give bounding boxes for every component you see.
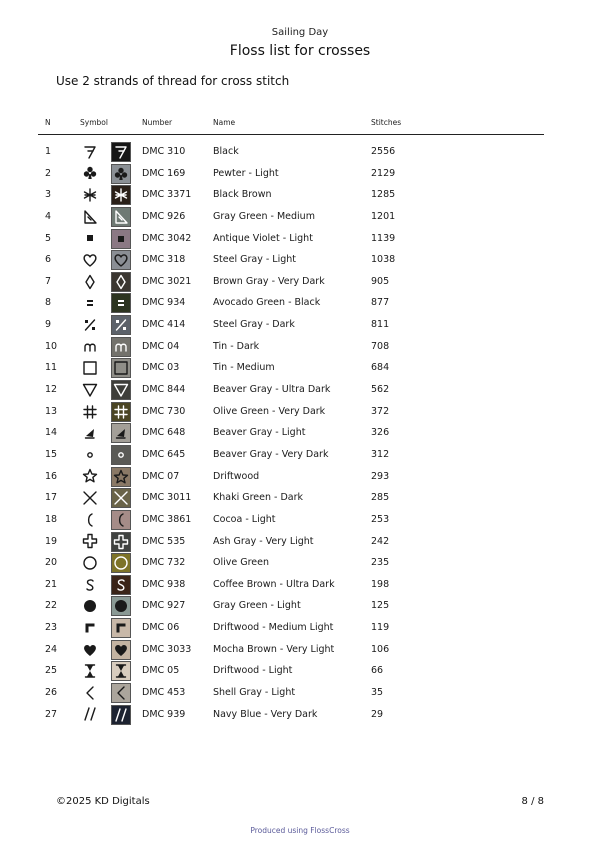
floss-number: DMC 06 [142, 622, 180, 634]
pattern-subtitle: Sailing Day [271, 27, 329, 38]
color-swatch [111, 618, 131, 638]
table-row [0, 336, 600, 358]
color-swatch [111, 445, 131, 465]
table-row [0, 379, 600, 401]
circle-outline-icon [112, 554, 130, 572]
percent-icon [112, 316, 130, 334]
table-row [0, 617, 600, 639]
plus-outline-icon [80, 531, 100, 553]
floss-name: Beaver Gray - Light [213, 427, 306, 439]
row-index: 4 [45, 210, 52, 222]
color-swatch [111, 532, 131, 552]
floss-name: Brown Gray - Very Dark [213, 275, 325, 287]
table-row [0, 422, 600, 444]
floss-name: Driftwood - Medium Light [213, 622, 334, 634]
floss-number: DMC 3021 [142, 275, 192, 287]
produced-by: Produced using FlossCross [250, 826, 350, 835]
plus-outline-icon [112, 533, 130, 551]
color-swatch [111, 315, 131, 335]
floss-name: Mocha Brown - Very Light [213, 643, 335, 655]
floss-number: DMC 3371 [142, 189, 192, 201]
stitch-count: 66 [371, 665, 384, 677]
x-cross-icon [112, 489, 130, 507]
table-row [0, 531, 600, 553]
crescent-icon [80, 509, 100, 531]
floss-name: Pewter - Light [213, 167, 279, 179]
floss-name: Olive Green - Very Dark [213, 405, 326, 417]
diamond-outline-icon [112, 273, 130, 291]
chevron-left-icon [112, 684, 130, 702]
table-row [0, 206, 600, 228]
floss-number: DMC 07 [142, 470, 180, 482]
ring-small-icon [80, 444, 100, 466]
table-row [0, 660, 600, 682]
stitch-count: 372 [371, 405, 390, 417]
floss-name: Steel Gray - Light [213, 254, 296, 266]
floss-name: Black [213, 146, 239, 157]
color-swatch [111, 337, 131, 357]
ring-small-icon [112, 446, 130, 464]
table-row [0, 357, 600, 379]
floss-number: DMC 453 [142, 687, 186, 699]
row-index: 23 [45, 622, 58, 634]
floss-name: Avocado Green - Black [213, 297, 321, 309]
stitch-count: 1201 [371, 210, 396, 222]
color-swatch [111, 142, 131, 162]
header-rule [38, 134, 544, 135]
floss-name: Driftwood - Light [213, 665, 293, 677]
x-cross-icon [80, 487, 100, 509]
row-index: 19 [45, 535, 58, 547]
stitch-count: 905 [371, 275, 390, 287]
color-swatch [111, 575, 131, 595]
row-index: 17 [45, 492, 58, 504]
row-index: 16 [45, 470, 58, 482]
row-index: 11 [45, 362, 58, 374]
percent-icon [80, 314, 100, 336]
table-row [0, 271, 600, 293]
column-header-symbol: Symbol [80, 118, 108, 127]
stitch-count: 242 [371, 535, 390, 547]
floss-name: Driftwood [213, 470, 260, 482]
stitch-count: 2129 [371, 167, 396, 179]
row-index: 12 [45, 384, 58, 396]
double-slash-icon [80, 704, 100, 726]
row-index: 27 [45, 708, 58, 720]
circle-filled-icon [112, 597, 130, 615]
square-small-icon [80, 228, 100, 250]
table-row [0, 228, 600, 250]
color-swatch [111, 250, 131, 270]
floss-name: Gray Green - Light [213, 600, 301, 612]
floss-table [0, 141, 600, 725]
heart-outline-icon [112, 251, 130, 269]
s-letter-icon [80, 574, 100, 596]
color-swatch [111, 164, 131, 184]
corner-icon [80, 617, 100, 639]
club-icon [112, 165, 130, 183]
floss-name: Khaki Green - Dark [213, 492, 304, 504]
hash-icon [80, 401, 100, 423]
floss-number: DMC 645 [142, 448, 186, 460]
square-small-icon [112, 230, 130, 248]
stitch-count: 1285 [371, 189, 396, 201]
floss-number: DMC 732 [142, 557, 186, 569]
floss-number: DMC 318 [142, 254, 186, 266]
table-row [0, 292, 600, 314]
s-letter-icon [112, 576, 130, 594]
floss-number: DMC 3042 [142, 232, 192, 244]
color-swatch [111, 272, 131, 292]
row-index: 9 [45, 319, 52, 331]
color-swatch [111, 467, 131, 487]
color-swatch [111, 683, 131, 703]
color-swatch [111, 640, 131, 660]
table-row [0, 704, 600, 726]
floss-number: DMC 844 [142, 384, 186, 396]
stitch-count: 198 [371, 578, 390, 590]
column-header-name: Name [213, 118, 236, 127]
table-row [0, 487, 600, 509]
heart-filled-icon [112, 641, 130, 659]
triangle-corner-icon [112, 208, 130, 226]
triangle-down-icon [112, 381, 130, 399]
stitch-count: 1139 [371, 232, 396, 244]
table-row [0, 574, 600, 596]
table-row [0, 444, 600, 466]
floss-number: DMC 3011 [142, 492, 192, 504]
hash-icon [112, 403, 130, 421]
stitch-count: 285 [371, 492, 390, 504]
stitch-count: 253 [371, 513, 390, 525]
floss-name: Beaver Gray - Very Dark [213, 448, 329, 460]
floss-number: DMC 3033 [142, 643, 192, 655]
color-swatch [111, 705, 131, 725]
triangle-corner-icon [80, 206, 100, 228]
floss-name: Tin - Medium [213, 362, 275, 374]
chevron-left-icon [80, 682, 100, 704]
floss-number: DMC 3861 [142, 513, 192, 525]
row-index: 10 [45, 340, 58, 352]
equals-icon [112, 294, 130, 312]
column-header-stitches: Stitches [371, 118, 402, 127]
stitch-count: 1038 [371, 254, 396, 266]
floss-number: DMC 05 [142, 665, 180, 677]
column-header-number: Number [142, 118, 173, 127]
row-index: 24 [45, 643, 58, 655]
double-slash-icon [112, 706, 130, 724]
star-outline-icon [112, 468, 130, 486]
stitch-count: 293 [371, 470, 390, 482]
wedge-icon [80, 422, 100, 444]
color-swatch [111, 185, 131, 205]
diamond-outline-icon [80, 271, 100, 293]
floss-name: Gray Green - Medium [213, 210, 315, 222]
table-row [0, 466, 600, 488]
row-index: 18 [45, 513, 58, 525]
floss-number: DMC 04 [142, 340, 180, 352]
m-arch-icon [112, 338, 130, 356]
floss-number: DMC 03 [142, 362, 180, 374]
row-index: 6 [45, 254, 52, 266]
floss-number: DMC 926 [142, 210, 186, 222]
square-outline-icon [112, 359, 130, 377]
row-index: 1 [45, 146, 52, 157]
stitch-count: 35 [371, 687, 384, 699]
row-index: 26 [45, 687, 58, 699]
star-outline-icon [80, 466, 100, 488]
stitch-count: 326 [371, 427, 390, 439]
stitch-count: 2556 [371, 146, 396, 157]
heart-filled-icon [80, 639, 100, 661]
floss-name: Beaver Gray - Ultra Dark [213, 384, 331, 396]
floss-number: DMC 414 [142, 319, 186, 331]
stitch-count: 29 [371, 708, 384, 720]
color-swatch [111, 596, 131, 616]
hourglass-icon [112, 662, 130, 680]
table-row [0, 595, 600, 617]
table-row [0, 314, 600, 336]
row-index: 14 [45, 427, 58, 439]
row-index: 3 [45, 189, 52, 201]
color-swatch [111, 423, 131, 443]
floss-name: Ash Gray - Very Light [213, 535, 314, 547]
stitch-count: 235 [371, 557, 390, 569]
table-row [0, 141, 600, 163]
floss-number: DMC 310 [142, 146, 186, 157]
row-index: 25 [45, 665, 58, 677]
row-index: 2 [45, 167, 52, 179]
stitch-count: 106 [371, 643, 390, 655]
floss-name: Cocoa - Light [213, 513, 276, 525]
table-row [0, 163, 600, 185]
thread-instruction: Use 2 strands of thread for cross stitch [56, 74, 290, 88]
color-swatch [111, 293, 131, 313]
floss-name: Shell Gray - Light [213, 687, 296, 699]
row-index: 13 [45, 405, 58, 417]
page-title: Floss list for crosses [229, 43, 371, 59]
hourglass-icon [80, 660, 100, 682]
stitch-count: 312 [371, 448, 390, 460]
copyright: ©2025 KD Digitals [56, 796, 150, 807]
m-arch-icon [80, 336, 100, 358]
corner-icon [112, 619, 130, 637]
floss-number: DMC 938 [142, 578, 186, 590]
stitch-count: 708 [371, 340, 390, 352]
row-index: 7 [45, 275, 52, 287]
color-swatch [111, 661, 131, 681]
row-index: 5 [45, 232, 52, 244]
crescent-icon [112, 511, 130, 529]
column-header-n: N [45, 118, 51, 127]
stitch-count: 877 [371, 297, 390, 309]
color-swatch [111, 229, 131, 249]
page-number: 8 / 8 [521, 796, 544, 807]
floss-number: DMC 730 [142, 405, 186, 417]
color-swatch [111, 380, 131, 400]
table-row [0, 401, 600, 423]
floss-number: DMC 648 [142, 427, 186, 439]
stitch-count: 125 [371, 600, 390, 612]
asterisk-icon [80, 184, 100, 206]
stitch-count: 119 [371, 622, 390, 634]
stitch-count: 811 [371, 319, 390, 331]
color-swatch [111, 402, 131, 422]
table-row [0, 509, 600, 531]
circle-outline-icon [80, 552, 100, 574]
wedge-icon [112, 424, 130, 442]
floss-number: DMC 934 [142, 297, 186, 309]
circle-filled-icon [80, 595, 100, 617]
table-row [0, 249, 600, 271]
floss-name: Antique Violet - Light [213, 232, 313, 244]
square-outline-icon [80, 357, 100, 379]
triangle-down-icon [80, 379, 100, 401]
floss-name: Tin - Dark [213, 340, 260, 352]
seven-icon [112, 143, 130, 161]
floss-name: Black Brown [213, 189, 272, 201]
floss-number: DMC 535 [142, 535, 186, 547]
row-index: 8 [45, 297, 52, 309]
floss-name: Navy Blue - Very Dark [213, 708, 318, 720]
table-row [0, 184, 600, 206]
color-swatch [111, 510, 131, 530]
club-icon [80, 163, 100, 185]
floss-name: Olive Green [213, 557, 270, 569]
table-row [0, 682, 600, 704]
row-index: 15 [45, 448, 58, 460]
color-swatch [111, 358, 131, 378]
seven-icon [80, 141, 100, 163]
floss-number: DMC 169 [142, 167, 186, 179]
color-swatch [111, 207, 131, 227]
floss-number: DMC 927 [142, 600, 186, 612]
color-swatch [111, 488, 131, 508]
table-row [0, 639, 600, 661]
floss-number: DMC 939 [142, 708, 186, 720]
color-swatch [111, 553, 131, 573]
stitch-count: 562 [371, 384, 390, 396]
floss-name: Coffee Brown - Ultra Dark [213, 578, 335, 590]
row-index: 21 [45, 578, 58, 590]
row-index: 22 [45, 600, 58, 612]
table-row [0, 552, 600, 574]
row-index: 20 [45, 557, 58, 569]
equals-icon [80, 292, 100, 314]
heart-outline-icon [80, 249, 100, 271]
stitch-count: 684 [371, 362, 390, 374]
floss-name: Steel Gray - Dark [213, 319, 295, 331]
asterisk-icon [112, 186, 130, 204]
